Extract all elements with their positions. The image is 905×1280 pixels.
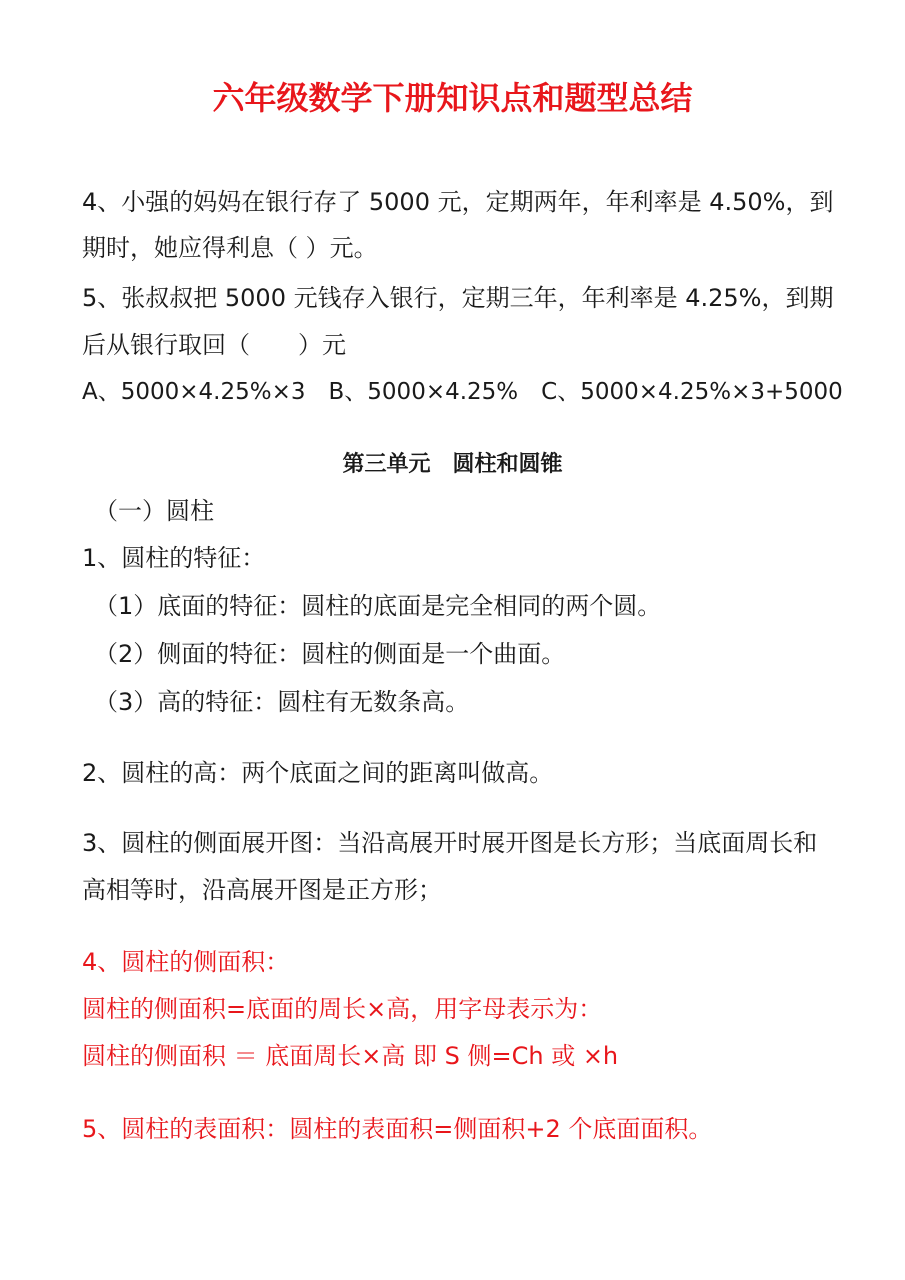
point-3-line-2: 高相等时，沿高展开图是正方形； (82, 876, 442, 904)
question-4-line-2: 期时，她应得利息（ ）元。 (82, 234, 378, 262)
point-1-item: （3）高的特征：圆柱有无数条高。 (94, 688, 470, 716)
point-2: 2、圆柱的高：两个底面之间的距离叫做高。 (82, 759, 554, 787)
question-5-line-1: 5、张叔叔把 5000 元钱存入银行，定期三年，年利率是 4.25%，到期 (82, 284, 834, 312)
question-5-line-2: 后从银行取回（ ）元 (82, 331, 346, 359)
point-4-title: 4、圆柱的侧面积： (82, 948, 290, 976)
point-5: 5、圆柱的表面积：圆柱的表面积=侧面积+2 个底面面积。 (82, 1115, 713, 1143)
question-5-options: A、5000×4.25%×3 B、5000×4.25% C、5000×4.25%×3+5000 (82, 379, 843, 405)
question-4-line-1: 4、小强的妈妈在银行存了 5000 元，定期两年，年利率是 4.50%，到 (82, 188, 834, 216)
point-3-line-1: 3、圆柱的侧面展开图：当沿高展开时展开图是长方形；当底面周长和 (82, 829, 818, 857)
unit-heading: 第三单元 圆柱和圆锥 (342, 452, 563, 477)
point-1-title: 1、圆柱的特征： (82, 544, 266, 572)
point-4-line-1: 圆柱的侧面积=底面的周长×高，用字母表示为： (82, 995, 603, 1023)
point-4-line-2: 圆柱的侧面积 ＝ 底面周长×高 即 S 侧=Ch 或 ×h (82, 1042, 619, 1070)
sub-heading: （一）圆柱 (94, 497, 214, 525)
point-1-item: （1）底面的特征：圆柱的底面是完全相同的两个圆。 (94, 592, 662, 620)
point-1-item: （2）侧面的特征：圆柱的侧面是一个曲面。 (94, 640, 566, 668)
page-title: 六年级数学下册知识点和题型总结 (212, 79, 693, 117)
